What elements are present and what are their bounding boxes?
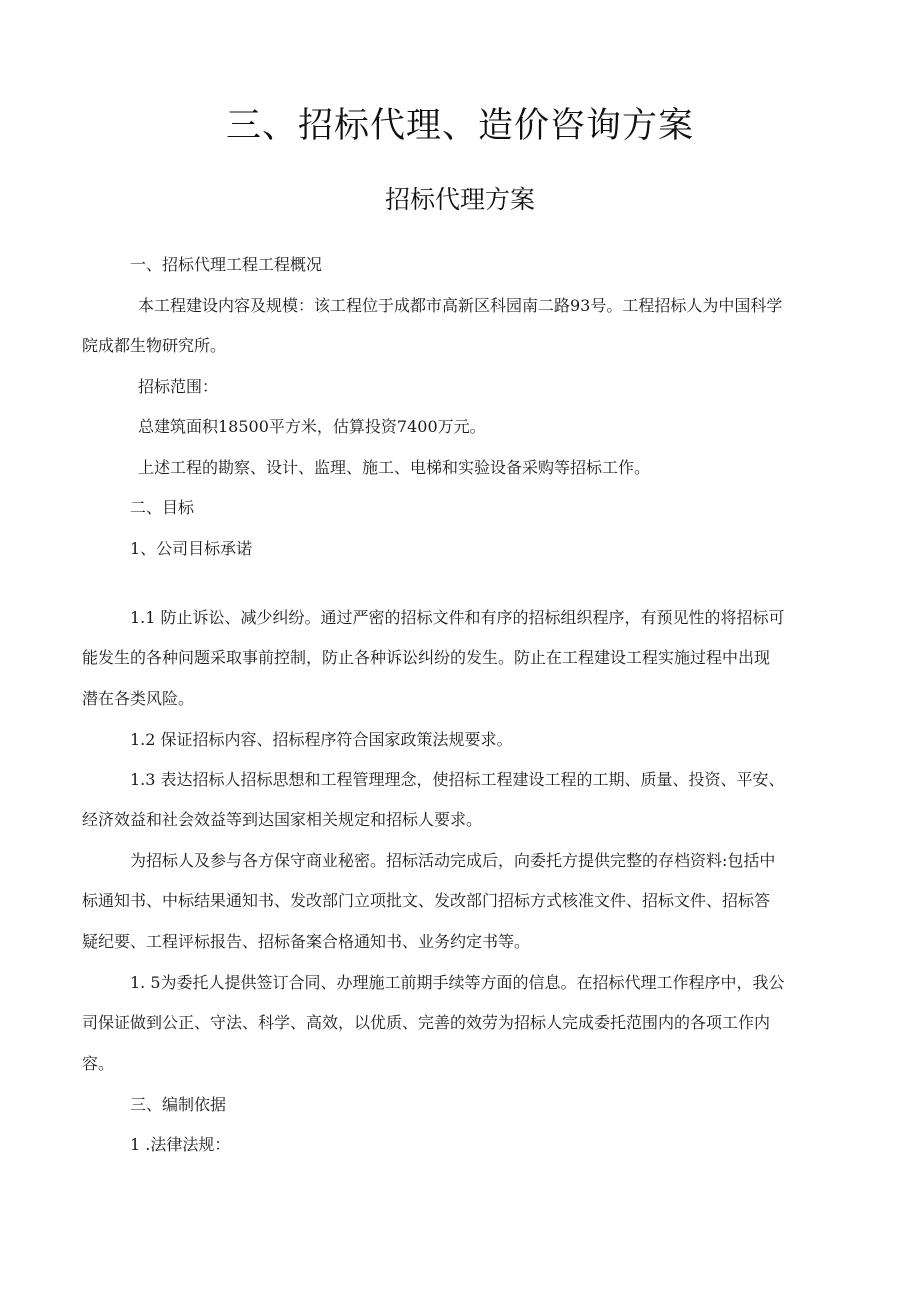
subsection-heading: 1、公司目标承诺 (130, 539, 253, 558)
section-heading: 一、招标代理工程工程概况 (130, 255, 323, 274)
paragraph-line: 总建筑面积18500平方米，估算投资7400万元。 (138, 417, 486, 436)
paragraph-line: 能发生的各种问题采取事前控制，防止各种诉讼纠纷的发生。防止在工程建设工程实施过程中出现 (82, 648, 771, 667)
paragraph-line: 1.2 保证招标内容、招标程序符合国家政策法规要求。 (130, 730, 513, 749)
paragraph-line: 为招标人及参与各方保守商业秘密。招标活动完成后，向委托方提供完整的存档资料:包括中 (130, 851, 776, 870)
paragraph-line: 院成都生物研究所。 (82, 336, 227, 355)
paragraph-line: 容。 (82, 1054, 115, 1073)
paragraph-line: 1.3 表达招标人招标思想和工程管理理念，使招标工程建设工程的工期、质量、投资、平安、 (130, 770, 785, 789)
paragraph-line: 疑纪要、工程评标报告、招标备案合格通知书、业务约定书等。 (82, 932, 531, 951)
paragraph-line: 1. 5为委托人提供签订合同、办理施工前期手续等方面的信息。在招标代理工作程序中，我公 (130, 973, 785, 992)
section-heading: 三、编制依据 (130, 1095, 227, 1114)
document-title: 三、招标代理、造价咨询方案 (225, 106, 694, 146)
paragraph-line: 标通知书、中标结果通知书、发改部门立项批文、发改部门招标方式核准文件、招标文件、招标答 (82, 891, 771, 910)
document-subtitle: 招标代理方案 (384, 185, 535, 214)
paragraph-line: 潜在各类风险。 (82, 689, 195, 708)
paragraph-line: 本工程建设内容及规模：该工程位于成都市高新区科园南二路93号。工程招标人为中国科学 (138, 296, 783, 315)
section-heading: 二、目标 (130, 498, 195, 517)
paragraph-line: 经济效益和社会效益等到达国家相关规定和招标人要求。 (82, 810, 483, 829)
paragraph-line: 司保证做到公正、守法、科学、高效，以优质、完善的效劳为招标人完成委托范围内的各项工作内 (82, 1013, 771, 1032)
paragraph-line: 上述工程的勘察、设计、监理、施工、电梯和实验设备采购等招标工作。 (138, 458, 651, 477)
paragraph-line: 1.1 防止诉讼、减少纠纷。通过严密的招标文件和有序的招标组织程序，有预见性的将招标可 (130, 608, 785, 627)
subsection-heading: 1 .法律法规： (130, 1135, 231, 1154)
paragraph-line: 招标范围： (138, 377, 219, 396)
